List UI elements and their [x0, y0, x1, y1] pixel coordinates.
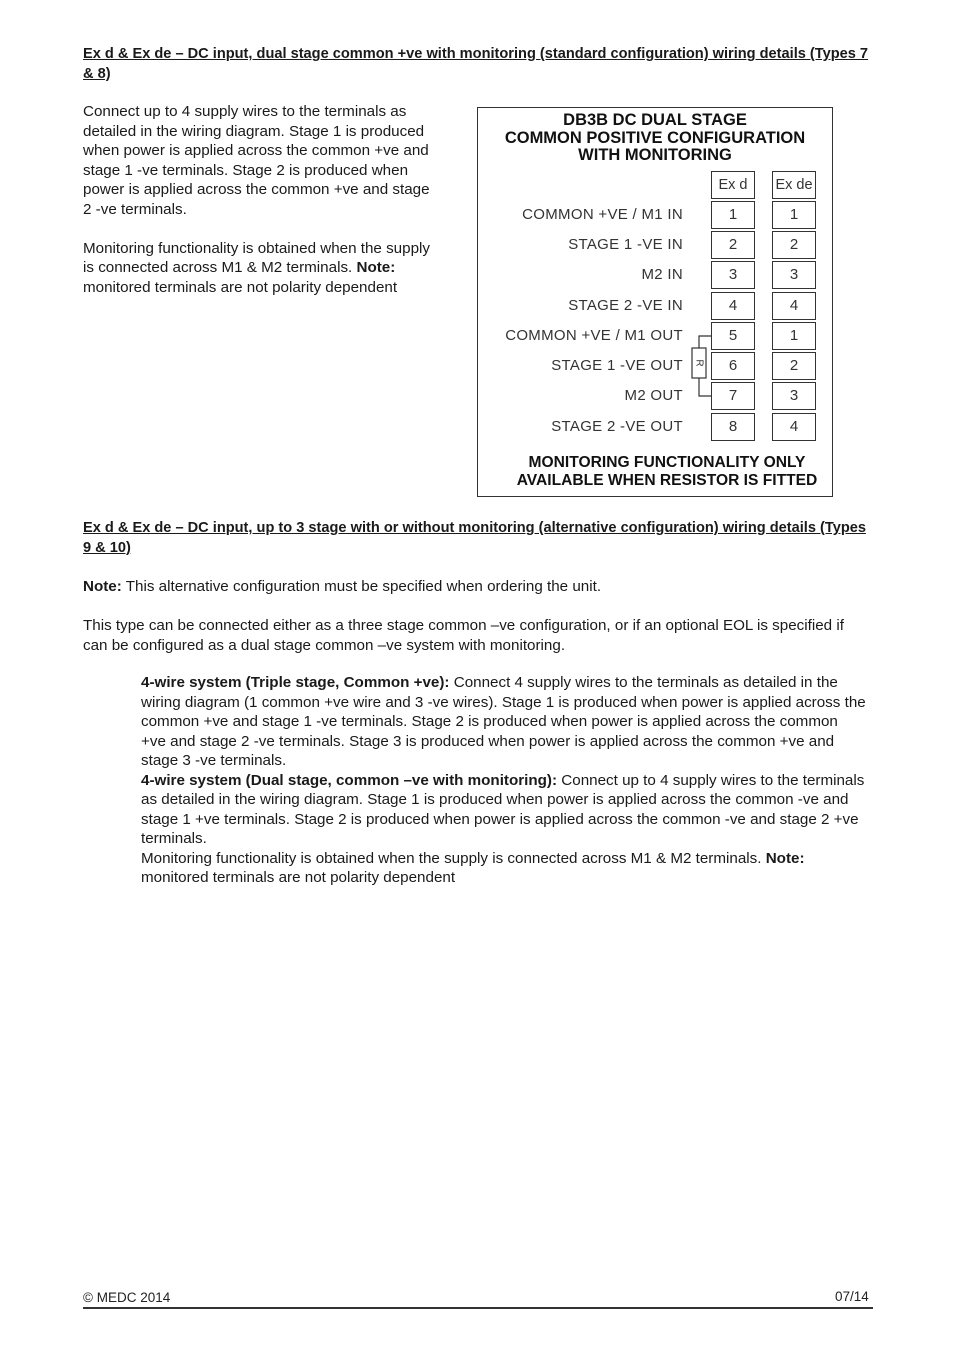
- item1-text: Connect 4 supply wires to the terminals as detailed in the wiring diagram (1 common +ve wire and 3 -ve wires). Stage 1 is produced when power is applied across the common +ve and stage 1 -ve terminals. Stage 2 is produced when power is applied across the common +ve and stage 2 -ve terminals. Stage 3 is produced when power is applied across the common +ve and stage 3 -ve terminals.: [141, 674, 866, 769]
- terminal-exde: 3: [772, 261, 816, 289]
- row-label: M2 IN: [641, 266, 683, 283]
- wiring-diagram: [477, 107, 833, 497]
- item3-text: Monitoring functionality is obtained when the supply is connected across M1 & M2 terminals.: [141, 849, 766, 867]
- terminal-exde: 1: [772, 201, 816, 229]
- row-label: COMMON +VE / M1 OUT: [505, 327, 683, 344]
- section2-heading: Ex d & Ex de – DC input, up to 3 stage with or without monitoring (alternative configuration) wiring details (Types 9 & 10): [83, 520, 866, 556]
- terminal-exd: 1: [711, 201, 755, 229]
- terminal-exd: 4: [711, 292, 755, 320]
- diagram-footer-line1: MONITORING FUNCTIONALITY ONLY: [528, 454, 806, 471]
- resistor-symbol: [684, 330, 712, 402]
- diagram-footer-line2: AVAILABLE WHEN RESISTOR IS FITTED: [516, 471, 818, 489]
- section1-heading: Ex d & Ex de – DC input, dual stage common +ve with monitoring (standard configuration) wiring details (Types 7 & 8): [83, 46, 869, 82]
- item1-label: 4-wire system (Triple stage, Common +ve):: [141, 674, 450, 691]
- list-item: [141, 673, 866, 771]
- footer-copyright: © MEDC 2014: [83, 1290, 171, 1305]
- item2-label: 4-wire system (Dual stage, common –ve with monitoring):: [141, 771, 558, 789]
- section1-note-label: Note:: [356, 259, 396, 276]
- diagram-title: [478, 112, 832, 165]
- section1-body: [83, 102, 438, 297]
- resistor-label: R: [693, 359, 705, 367]
- section2-note-text: This alternative configuration must be specified when ordering the unit.: [121, 578, 602, 595]
- diagram-title-line3: WITH MONITORING: [578, 146, 732, 164]
- section1-para1: Connect up to 4 supply wires to the terminals as detailed in the wiring diagram. Stage 1 is produced when power is applied across the common +ve and stage 1 -ve terminals. Stage 2 is produced when power is applied across the common +ve and stage 2 -ve terminals.: [83, 103, 430, 218]
- section1-note-text: monitored terminals are not polarity dependent: [83, 278, 398, 296]
- terminal-exde: 2: [772, 352, 816, 380]
- list-item: [141, 771, 866, 849]
- diagram-footer: [478, 454, 856, 489]
- diagram-title-line2: COMMON POSITIVE CONFIGURATION: [504, 128, 806, 147]
- list-item: [141, 849, 866, 888]
- item2-text: Connect up to 4 supply wires to the terminals as detailed in the wiring diagram. Stage 1 is produced when power is applied across the common -ve and stage 1 +ve terminals. Stage 2 is produced when power is applied across the common -ve and stage 2 +ve terminals.: [141, 771, 865, 847]
- section2-note-label: Note:: [83, 578, 122, 595]
- column-header-exd: Ex d: [711, 171, 755, 199]
- terminal-exd: 3: [711, 261, 755, 289]
- item3-note-label: Note:: [765, 849, 805, 867]
- section2-note: [83, 577, 873, 597]
- row-label: COMMON +VE / M1 IN: [522, 206, 683, 223]
- terminal-exd: 5: [711, 322, 755, 350]
- terminal-exde: 3: [772, 382, 816, 410]
- item3-note-text: monitored terminals are not polarity dependent: [141, 869, 456, 886]
- footer-rule: [83, 1307, 873, 1309]
- footer-date: 07/14: [835, 1289, 869, 1304]
- row-label: M2 OUT: [624, 387, 683, 404]
- terminal-exde: 1: [772, 322, 816, 350]
- terminal-exd: 7: [711, 382, 755, 410]
- terminal-exde: 2: [772, 231, 816, 259]
- terminal-exd: 6: [711, 352, 755, 380]
- row-label: STAGE 1 -VE OUT: [551, 357, 683, 374]
- terminal-exde: 4: [772, 292, 816, 320]
- diagram-title-line1: DB3B DC DUAL STAGE: [563, 111, 747, 129]
- terminal-exd: 8: [711, 413, 755, 441]
- row-label: STAGE 1 -VE IN: [568, 236, 683, 253]
- section2-list: [141, 673, 866, 888]
- section1-para2-text: Monitoring functionality is obtained when the supply is connected across M1 & M2 terminals.: [83, 239, 430, 276]
- terminal-exd: 2: [711, 231, 755, 259]
- row-label: STAGE 2 -VE OUT: [551, 418, 683, 435]
- section1-para2: [83, 239, 438, 298]
- row-label: STAGE 2 -VE IN: [568, 297, 683, 314]
- terminal-exde: 4: [772, 413, 816, 441]
- column-header-exde: Ex de: [772, 171, 816, 199]
- section2-intro: This type can be connected either as a three stage common –ve configuration, or if an optional EOL is specified if can be configured as a dual stage common –ve system with monitoring.: [83, 617, 844, 654]
